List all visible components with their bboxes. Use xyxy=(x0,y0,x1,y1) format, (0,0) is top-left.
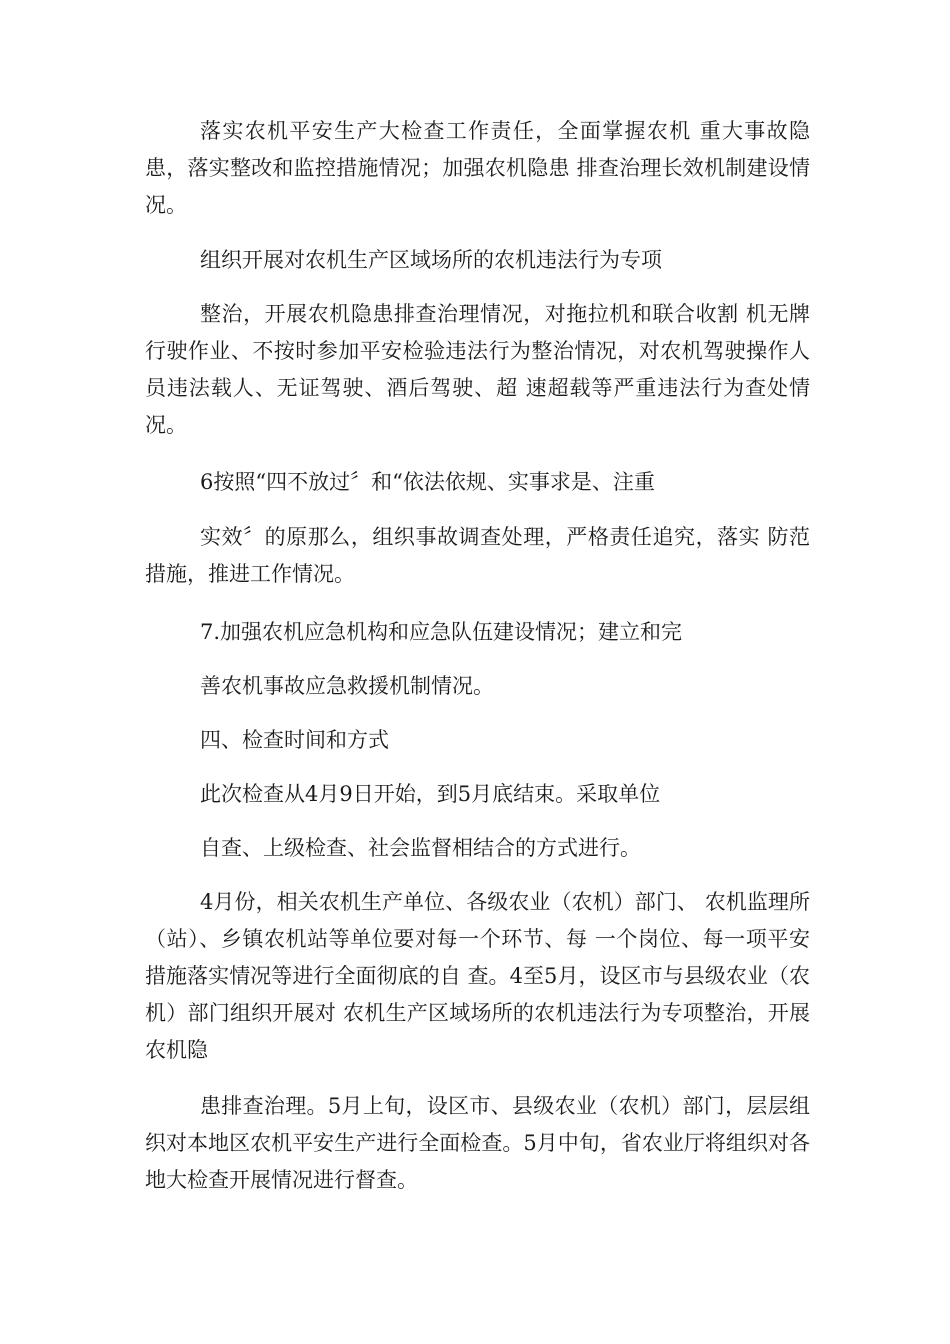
section-heading-time-method: 四、检查时间和方式 xyxy=(200,728,389,752)
paragraph-rectification-details: 整治，开展农机隐患排查治理情况，对拖拉机和联合收割 机无牌行驶作业、不按时参加平安检验违法行为整治情况，对农机驾驶操作人员违法载人、无证驾驶、酒后驾驶、超 速超载等严重违法行为查处情况。 xyxy=(145,302,810,437)
paragraph-may-schedule: 患排查治理。5月上旬，设区市、县级农业（农机）部门，层层组织对本地区农机平安生产进行全面检查。5月中旬，省农业厅将组织对各地大检查开展情况进行督查。 xyxy=(145,1094,810,1192)
paragraph-responsibility: 落实农机平安生产大检查工作责任，全面掌握农机 重大事故隐患，落实整改和监控措施情况；加强农机隐患 排查治理长效机制建设情况。 xyxy=(145,119,810,217)
paragraph-emergency-mechanism: 善农机事故应急救援机制情况。 xyxy=(200,674,494,698)
paragraph-special-rectification: 组织开展对农机生产区域场所的农机违法行为专项 xyxy=(200,248,662,272)
paragraph-inspection-period: 此次检查从4月9日开始，到5月底结束。采取单位 xyxy=(200,782,661,806)
paragraph-item-6: 6按照“四不放过〞和“依法依规、实事求是、注重 xyxy=(200,470,655,494)
paragraph-april-schedule: 4月份，相关农机生产单位、各级农业（农机）部门、 农机监理所（站）、乡镇农机站等单位要对每一个环节、每 一个岗位、每一项平安措施落实情况等进行全面彻底的自 查。4至5月，设区市与县级农业（农机）部门组织开展对 农机生产区域场所的农机违法行为专项整治，开展农机隐 xyxy=(145,890,810,1062)
paragraph-inspection-method: 自查、上级检查、社会监督相结合的方式进行。 xyxy=(200,836,641,860)
paragraph-item-7: 7.加强农机应急机构和应急队伍建设情况；建立和完 xyxy=(200,620,683,644)
paragraph-accident-handling: 实效〞的原那么，组织事故调查处理，严格责任追究，落实 防范措施，推进工作情况。 xyxy=(145,525,810,586)
